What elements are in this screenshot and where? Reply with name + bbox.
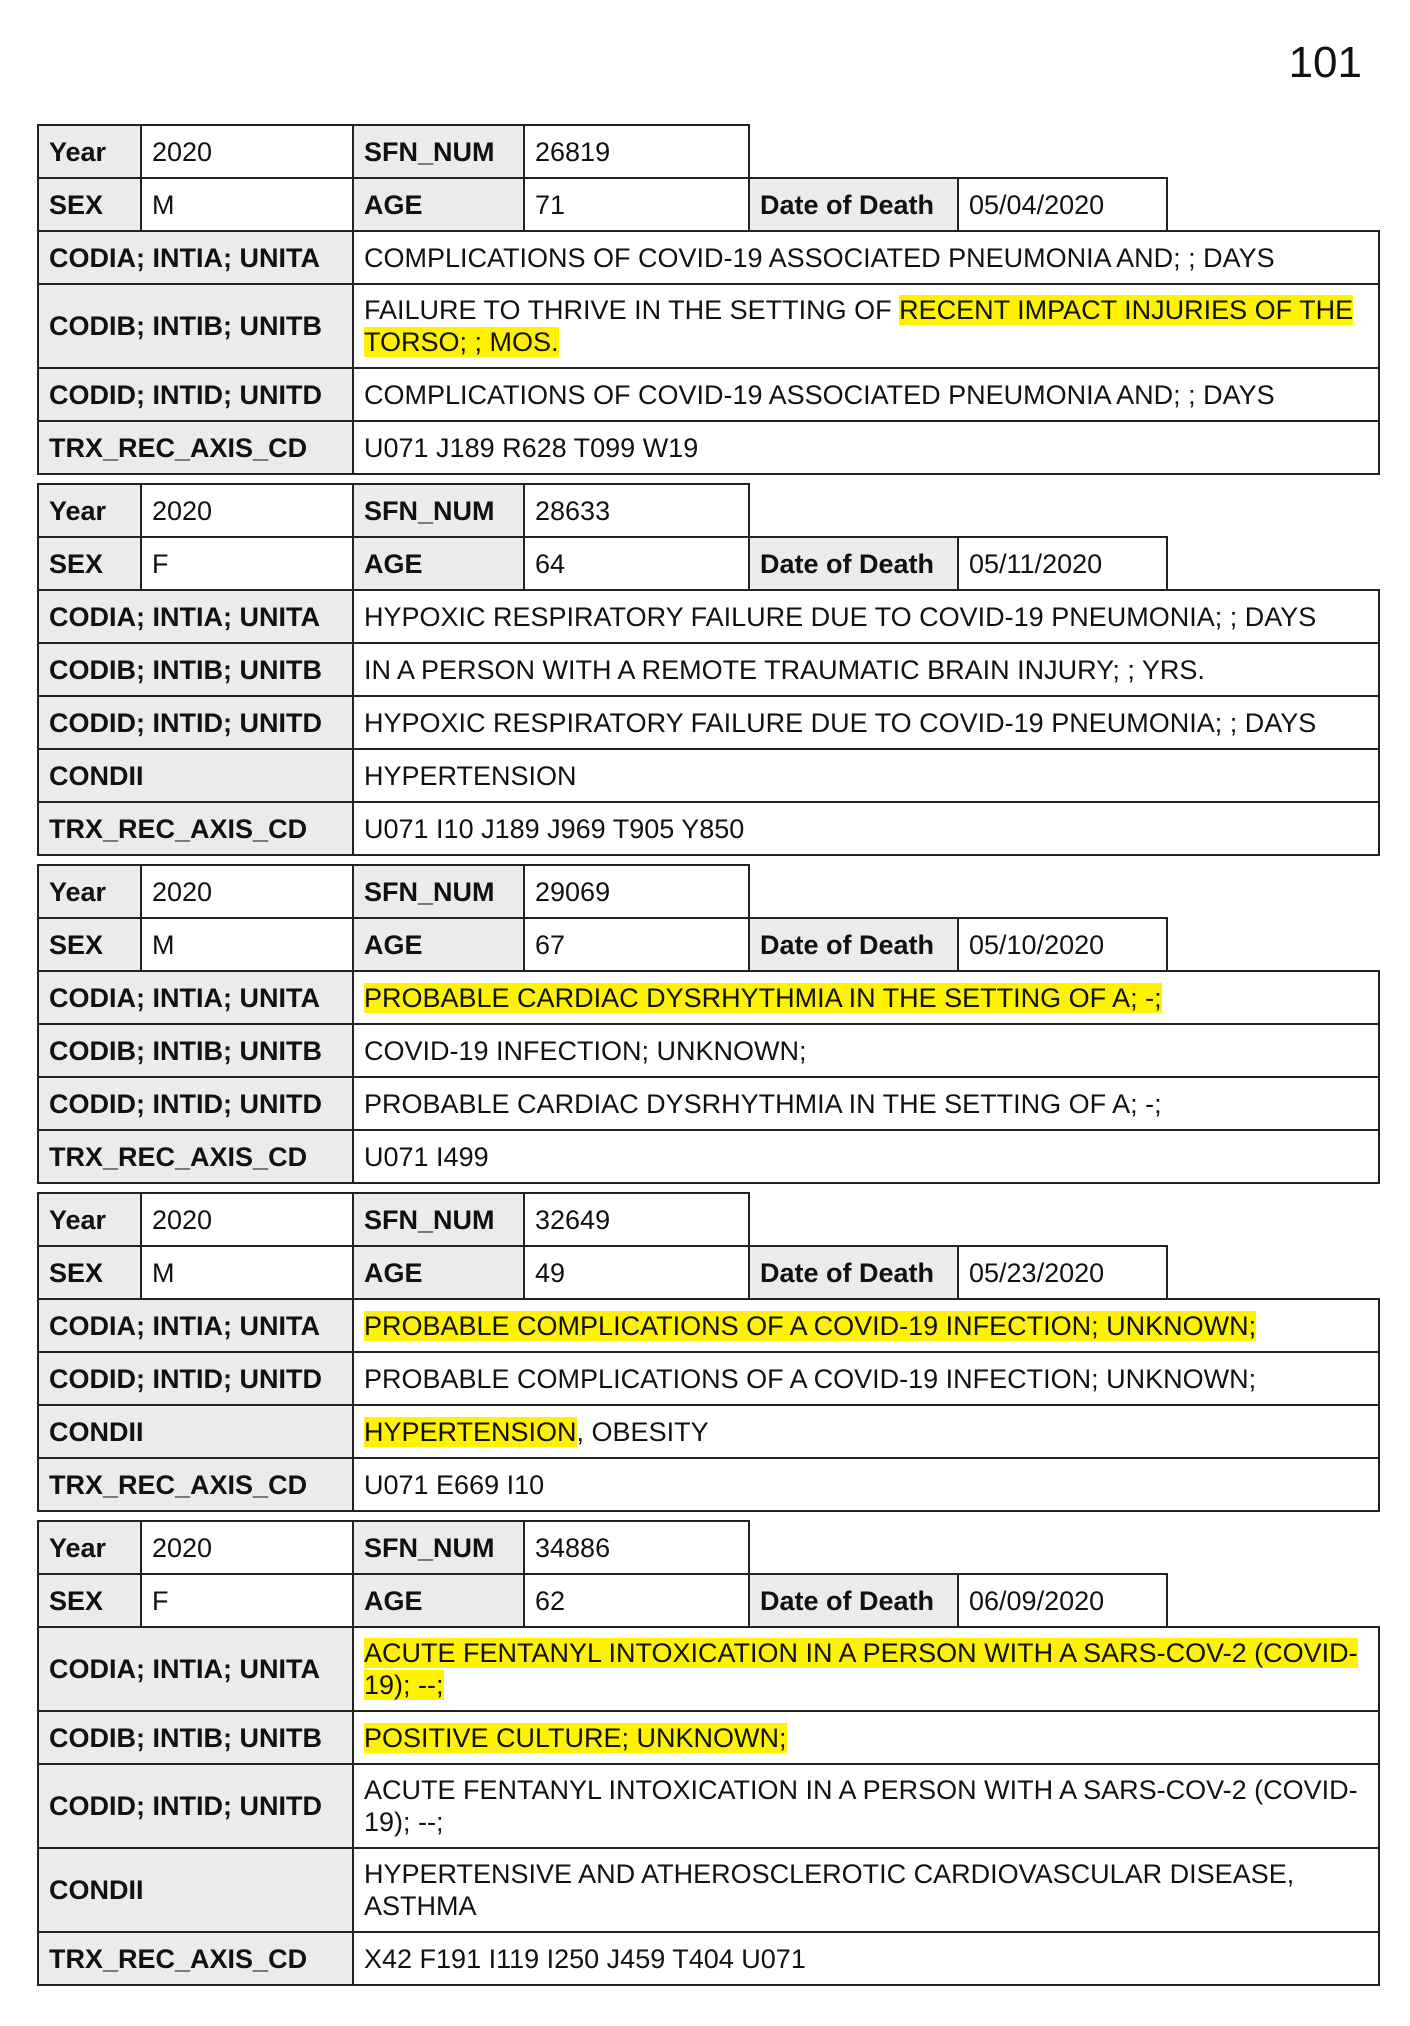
codib-label: CODIB; INTIB; UNITB <box>37 642 354 697</box>
record-header-row <box>37 124 1380 179</box>
date-of-death-label: Date of Death <box>748 917 959 972</box>
trx-label: TRX_REC_AXIS_CD <box>37 801 354 856</box>
sfn-label: SFN_NUM <box>352 1192 525 1247</box>
date-of-death-label: Date of Death <box>748 1573 959 1628</box>
trx-row <box>37 803 1380 856</box>
year-value: 2020 <box>140 124 354 179</box>
trx-row <box>37 1933 1380 1986</box>
sex-value: F <box>140 536 354 591</box>
codib-value: IN A PERSON WITH A REMOTE TRAUMATIC BRAIN INJURY; ; YRS. <box>352 642 1380 697</box>
date-of-death-value: 05/23/2020 <box>957 1245 1168 1300</box>
trx-value: U071 E669 I10 <box>352 1457 1380 1512</box>
sex-label: SEX <box>37 536 142 591</box>
codid-label: CODID; INTID; UNITD <box>37 1763 354 1849</box>
codia-highlighted-text: ACUTE FENTANYL INTOXICATION IN A PERSON WITH A SARS-COV-2 (COVID-19); --; <box>364 1638 1358 1700</box>
year-value: 2020 <box>140 864 354 919</box>
death-record <box>37 1192 1380 1512</box>
codia-value: COMPLICATIONS OF COVID-19 ASSOCIATED PNEUMONIA AND; ; DAYS <box>352 230 1380 285</box>
year-value: 2020 <box>140 1520 354 1575</box>
codid-row <box>37 369 1380 422</box>
codib-value <box>352 1710 1380 1765</box>
sex-label: SEX <box>37 917 142 972</box>
condii-text: , OBESITY <box>576 1416 709 1447</box>
record-demographics-row <box>37 1247 1380 1300</box>
trx-label: TRX_REC_AXIS_CD <box>37 1457 354 1512</box>
date-of-death-label: Date of Death <box>748 177 959 232</box>
date-of-death-value: 05/04/2020 <box>957 177 1168 232</box>
page-number: 101 <box>1288 38 1362 87</box>
sex-label: SEX <box>37 177 142 232</box>
trx-row <box>37 1131 1380 1184</box>
death-record <box>37 124 1380 475</box>
codia-row <box>37 1300 1380 1353</box>
codia-value: HYPOXIC RESPIRATORY FAILURE DUE TO COVID-19 PNEUMONIA; ; DAYS <box>352 589 1380 644</box>
codib-highlighted-text: POSITIVE CULTURE; UNKNOWN; <box>364 1722 787 1753</box>
sex-label: SEX <box>37 1245 142 1300</box>
sex-value: M <box>140 917 354 972</box>
codia-row <box>37 591 1380 644</box>
condii-value: HYPERTENSIVE AND ATHEROSCLEROTIC CARDIOVASCULAR DISEASE, ASTHMA <box>352 1847 1380 1933</box>
date-of-death-label: Date of Death <box>748 536 959 591</box>
codia-value <box>352 1626 1380 1712</box>
codib-row <box>37 644 1380 697</box>
codia-label: CODIA; INTIA; UNITA <box>37 589 354 644</box>
death-record <box>37 864 1380 1184</box>
condii-row <box>37 750 1380 803</box>
codid-value: ACUTE FENTANYL INTOXICATION IN A PERSON WITH A SARS-COV-2 (COVID-19); --; <box>352 1763 1380 1849</box>
codia-row <box>37 972 1380 1025</box>
year-label: Year <box>37 483 142 538</box>
sfn-value: 29069 <box>523 864 750 919</box>
year-label: Year <box>37 124 142 179</box>
codid-row <box>37 1353 1380 1406</box>
year-label: Year <box>37 1192 142 1247</box>
date-of-death-label: Date of Death <box>748 1245 959 1300</box>
trx-value: U071 I10 J189 J969 T905 Y850 <box>352 801 1380 856</box>
condii-value: HYPERTENSION <box>352 748 1380 803</box>
condii-value <box>352 1404 1380 1459</box>
sfn-value: 32649 <box>523 1192 750 1247</box>
sfn-value: 34886 <box>523 1520 750 1575</box>
age-label: AGE <box>352 917 525 972</box>
age-label: AGE <box>352 536 525 591</box>
year-value: 2020 <box>140 1192 354 1247</box>
condii-row <box>37 1849 1380 1933</box>
trx-label: TRX_REC_AXIS_CD <box>37 1931 354 1986</box>
condii-highlighted-text: HYPERTENSION <box>364 1416 577 1447</box>
death-record <box>37 483 1380 856</box>
age-value: 64 <box>523 536 750 591</box>
date-of-death-value: 06/09/2020 <box>957 1573 1168 1628</box>
codia-label: CODIA; INTIA; UNITA <box>37 230 354 285</box>
codia-value <box>352 970 1380 1025</box>
trx-value: X42 F191 I119 I250 J459 T404 U071 <box>352 1931 1380 1986</box>
condii-label: CONDII <box>37 1404 354 1459</box>
codib-label: CODIB; INTIB; UNITB <box>37 1710 354 1765</box>
codib-label: CODIB; INTIB; UNITB <box>37 1023 354 1078</box>
codid-label: CODID; INTID; UNITD <box>37 1076 354 1131</box>
codib-row <box>37 285 1380 369</box>
age-value: 71 <box>523 177 750 232</box>
codia-label: CODIA; INTIA; UNITA <box>37 970 354 1025</box>
codia-row <box>37 232 1380 285</box>
age-label: AGE <box>352 177 525 232</box>
sex-label: SEX <box>37 1573 142 1628</box>
record-header-row <box>37 864 1380 919</box>
codia-highlighted-text: PROBABLE CARDIAC DYSRHYTHMIA IN THE SETTING OF A; -; <box>364 982 1162 1013</box>
condii-row <box>37 1406 1380 1459</box>
codia-row <box>37 1628 1380 1712</box>
record-demographics-row <box>37 919 1380 972</box>
date-of-death-value: 05/11/2020 <box>957 536 1168 591</box>
trx-row <box>37 422 1380 475</box>
codid-label: CODID; INTID; UNITD <box>37 367 354 422</box>
record-demographics-row <box>37 179 1380 232</box>
condii-label: CONDII <box>37 748 354 803</box>
codib-value: COVID-19 INFECTION; UNKNOWN; <box>352 1023 1380 1078</box>
record-demographics-row <box>37 538 1380 591</box>
trx-row <box>37 1459 1380 1512</box>
sfn-value: 26819 <box>523 124 750 179</box>
codid-row <box>37 697 1380 750</box>
trx-value: U071 I499 <box>352 1129 1380 1184</box>
age-label: AGE <box>352 1573 525 1628</box>
codia-value <box>352 1298 1380 1353</box>
codia-highlighted-text: PROBABLE COMPLICATIONS OF A COVID-19 INFECTION; UNKNOWN; <box>364 1310 1257 1341</box>
trx-label: TRX_REC_AXIS_CD <box>37 1129 354 1184</box>
sfn-value: 28633 <box>523 483 750 538</box>
codid-label: CODID; INTID; UNITD <box>37 695 354 750</box>
codib-label: CODIB; INTIB; UNITB <box>37 283 354 369</box>
sex-value: M <box>140 177 354 232</box>
trx-label: TRX_REC_AXIS_CD <box>37 420 354 475</box>
record-header-row <box>37 1520 1380 1575</box>
sex-value: F <box>140 1573 354 1628</box>
trx-value: U071 J189 R628 T099 W19 <box>352 420 1380 475</box>
codib-value <box>352 283 1380 369</box>
age-value: 49 <box>523 1245 750 1300</box>
codib-text: FAILURE TO THRIVE IN THE SETTING OF <box>364 295 900 325</box>
codid-label: CODID; INTID; UNITD <box>37 1351 354 1406</box>
sfn-label: SFN_NUM <box>352 1520 525 1575</box>
sfn-label: SFN_NUM <box>352 124 525 179</box>
codid-row <box>37 1765 1380 1849</box>
sfn-label: SFN_NUM <box>352 483 525 538</box>
condii-label: CONDII <box>37 1847 354 1933</box>
age-label: AGE <box>352 1245 525 1300</box>
codid-value: PROBABLE COMPLICATIONS OF A COVID-19 INFECTION; UNKNOWN; <box>352 1351 1380 1406</box>
codib-row <box>37 1025 1380 1078</box>
sfn-label: SFN_NUM <box>352 864 525 919</box>
death-record <box>37 1520 1380 1986</box>
codib-highlighted-text: RECENT IMPACT INJURIES OF THE TORSO; ; MOS. <box>364 295 1354 357</box>
date-of-death-value: 05/10/2020 <box>957 917 1168 972</box>
age-value: 62 <box>523 1573 750 1628</box>
record-demographics-row <box>37 1575 1380 1628</box>
codid-value: HYPOXIC RESPIRATORY FAILURE DUE TO COVID-19 PNEUMONIA; ; DAYS <box>352 695 1380 750</box>
age-value: 67 <box>523 917 750 972</box>
codia-label: CODIA; INTIA; UNITA <box>37 1626 354 1712</box>
record-header-row <box>37 483 1380 538</box>
codid-value: PROBABLE CARDIAC DYSRHYTHMIA IN THE SETTING OF A; -; <box>352 1076 1380 1131</box>
sex-value: M <box>140 1245 354 1300</box>
year-label: Year <box>37 1520 142 1575</box>
year-value: 2020 <box>140 483 354 538</box>
codid-value: COMPLICATIONS OF COVID-19 ASSOCIATED PNEUMONIA AND; ; DAYS <box>352 367 1380 422</box>
year-label: Year <box>37 864 142 919</box>
codib-row <box>37 1712 1380 1765</box>
record-header-row <box>37 1192 1380 1247</box>
codid-row <box>37 1078 1380 1131</box>
codia-label: CODIA; INTIA; UNITA <box>37 1298 354 1353</box>
records-list <box>37 124 1380 1994</box>
